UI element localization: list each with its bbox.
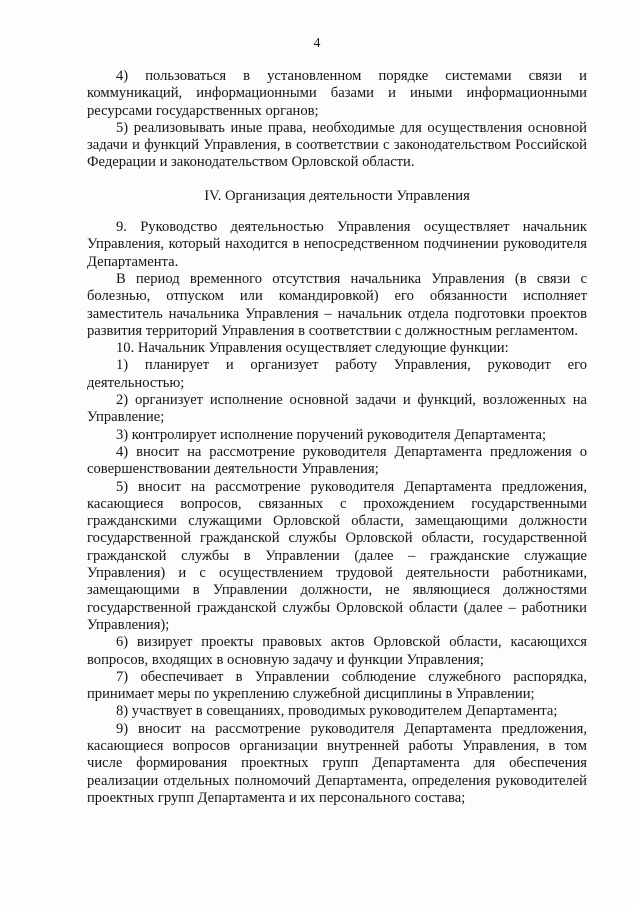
paragraph-function-8: 8) участвует в совещаниях, проводимых руководителем Департамента; — [116, 703, 558, 720]
paragraph-temporary-absence: В период временного отсутствия начальника Управления (в связи с болезнью, отпуском или командировкой) его обязанности исполняет заместитель начальника Управления – начальник отдела подготовки проектов развития территорий Управления в соответствии с должностным регламентом. — [87, 270, 587, 339]
paragraph-rights-4: 4) пользоваться в установленном порядке системами связи и коммуникаций, информационными базами и иными информационными ресурсами государственных органов; — [87, 68, 587, 119]
page-number: 4 — [313, 35, 321, 50]
paragraph-function-4: 4) вносит на рассмотрение руководителя Департамента предложения о совершенствовании деятельности Управления; — [87, 443, 587, 478]
paragraph-function-1: 1) планирует и организует работу Управления, руководит его деятельностью; — [87, 357, 587, 391]
paragraph-function-6: 6) визирует проекты правовых актов Орловской области, касающихся вопросов, входящих в основную задачу и функции Управления; — [87, 634, 587, 668]
paragraph-function-7: 7) обеспечивает в Управлении соблюдение служебного распорядка, принимает меры по укреплению служебной дисциплины в Управлении; — [87, 668, 587, 703]
paragraph-function-2: 2) организует исполнение основной задачи и функций, возложенных на Управление; — [87, 392, 587, 426]
paragraph-function-3: 3) контролирует исполнение поручений руководителя Департамента; — [116, 426, 547, 443]
paragraph-function-9: 9) вносит на рассмотрение руководителя Департамента предложения, касающиеся вопросов организации внутренней работы Управления, в том числе формирования проектных групп Департамента для обеспечения реализации отдельных полномочий Департамента, определения руководителей проектных групп Департамента и их персонального состава; — [87, 720, 587, 806]
paragraph-function-5: 5) вносит на рассмотрение руководителя Департамента предложения, касающиеся вопросов, связанных с прохождением государственными гражданскими служащими Орловской области, замещающими должности государственной гражданской службы Орловской области, государственной гражданской службы в Управлении (далее – гражданские служащие Управления) и с осуществлением трудовой деятельности работниками, замещающими в Управлении должности, не являющиеся должностями государственной гражданской службы Орловской области (далее – работники Управления); — [87, 478, 587, 633]
paragraph-rights-5: 5) реализовывать иные права, необходимые для осуществления основной задачи и функций Управления, в соответствии с законодательством Российской Федерации и законодательством Орловской области. — [87, 119, 587, 171]
section-heading: IV. Организация деятельности Управления — [204, 187, 470, 204]
document-body — [87, 68, 587, 807]
paragraph-clause-9: 9. Руководство деятельностью Управления осуществляет начальник Управления, который находится в непосредственном подчинении руководителя Департамента. — [87, 219, 587, 270]
paragraph-clause-10: 10. Начальник Управления осуществляет следующие функции: — [116, 340, 509, 357]
